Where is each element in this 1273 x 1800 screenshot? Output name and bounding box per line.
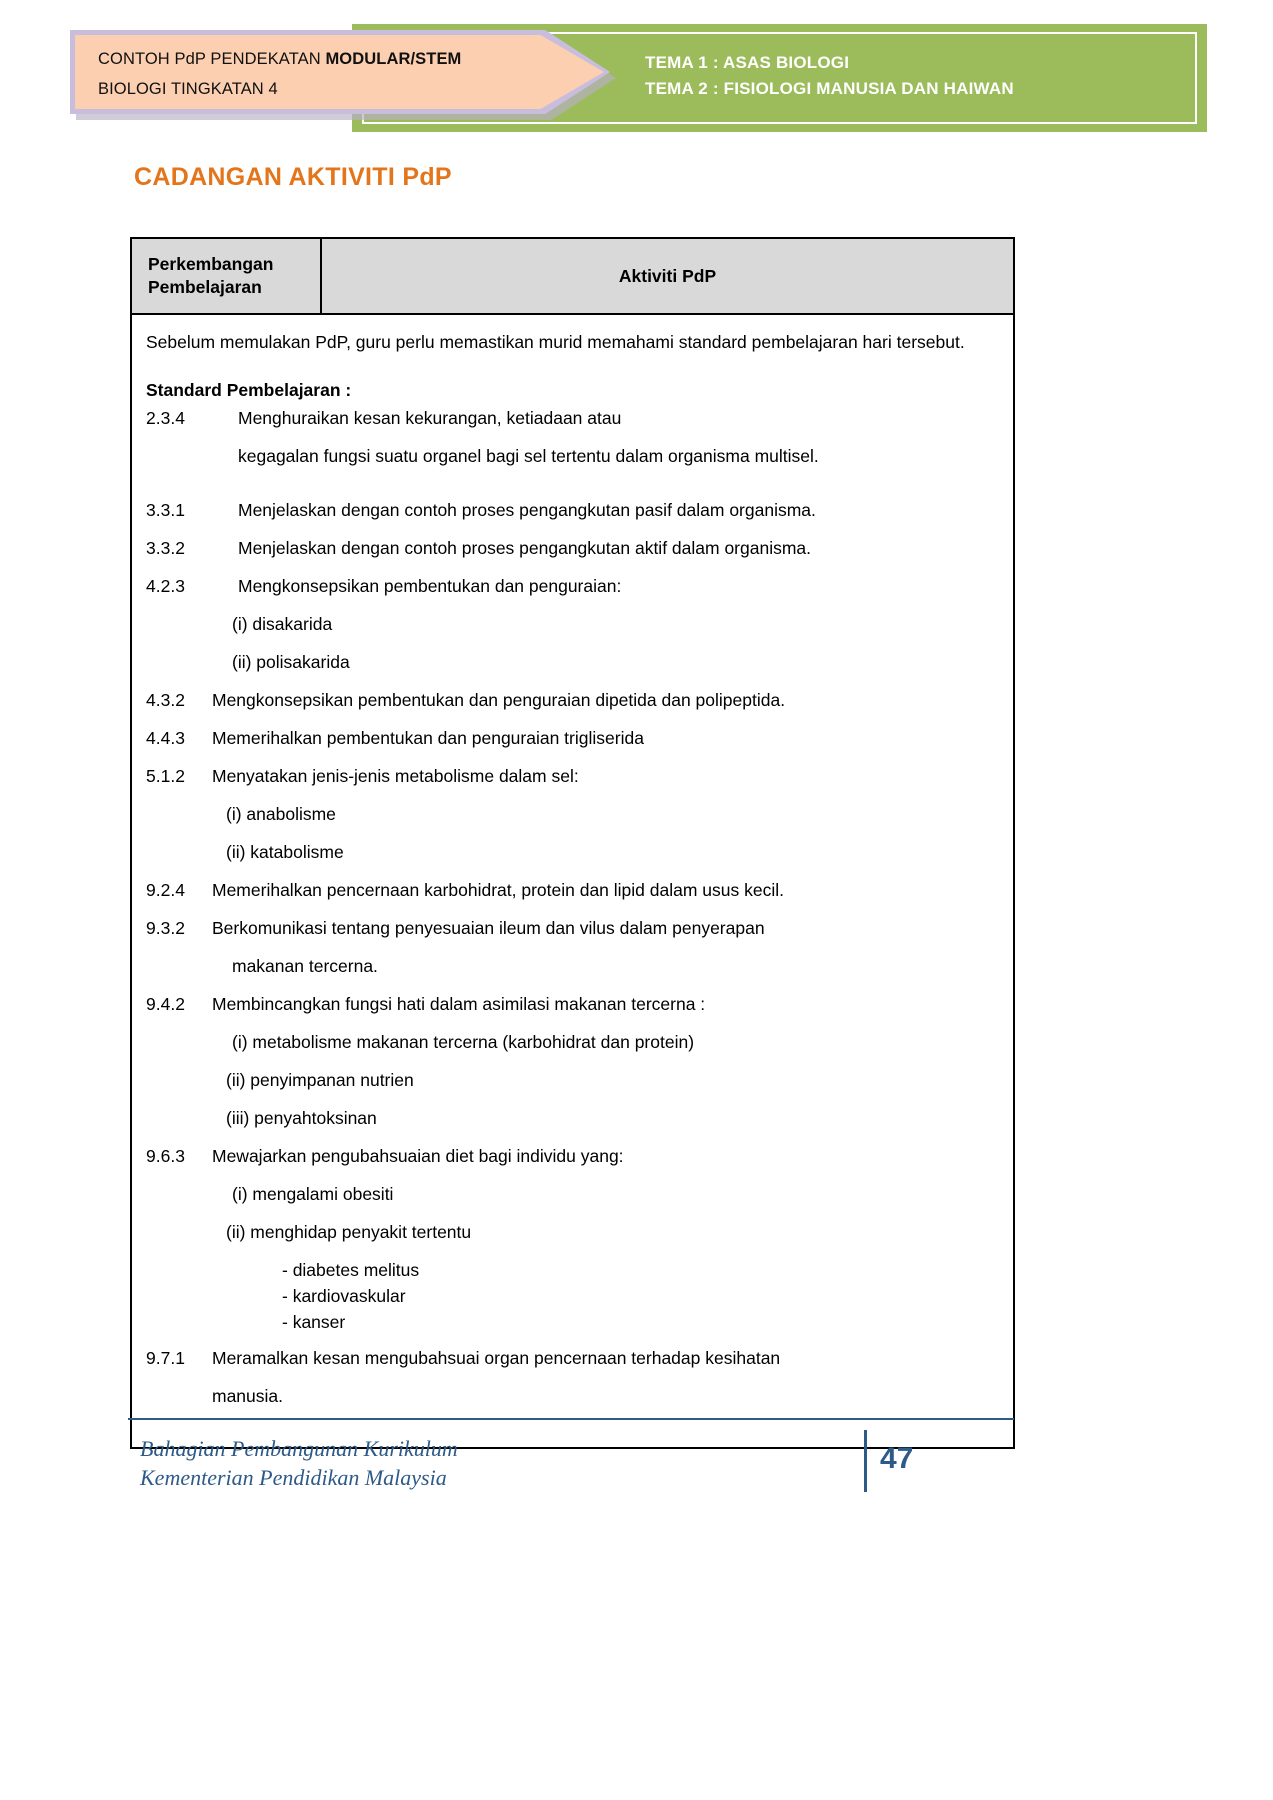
standard-subitem: (iii) penyahtoksinan [226, 1108, 377, 1128]
standard-text: Memerihalkan pembentukan dan penguraian trigliserida [212, 728, 644, 748]
standard-item [146, 991, 999, 1017]
standard-text: Menjelaskan dengan contoh proses pengangkutan aktif dalam organisma. [238, 538, 812, 558]
standard-item [146, 763, 999, 789]
footer-vertical-divider [864, 1430, 867, 1492]
disease-list-item: - diabetes melitus [282, 1260, 420, 1280]
standard-text: Mengkonsepsikan pembentukan dan penguraian dipetida dan polipeptida. [212, 690, 786, 710]
standard-subitem: (ii) menghidap penyakit tertentu [226, 1222, 472, 1242]
table-header-row [132, 239, 1013, 315]
footer-organisation-line1: Bahagian Pembangunan Kurikulum [140, 1436, 458, 1461]
banner-theme-label [645, 50, 1014, 102]
standard-code: 3.3.2 [146, 538, 185, 558]
page-number: 47 [880, 1442, 914, 1475]
standard-code: 9.3.2 [146, 918, 185, 938]
standard-item [146, 1345, 999, 1371]
table-header-aktiviti: Aktiviti PdP [618, 265, 717, 286]
standard-continuation: manusia. [212, 1386, 284, 1406]
footer-divider-rule [128, 1418, 1014, 1420]
standard-code: 4.3.2 [146, 690, 185, 710]
table-header-perkembangan: Perkembangan Pembelajaran [132, 239, 322, 313]
standard-continuation: kegagalan fungsi suatu organel bagi sel tertentu dalam organisma multisel. [238, 446, 819, 466]
standard-code: 3.3.1 [146, 500, 185, 520]
banner-theme-line2: TEMA 2 : FISIOLOGI MANUSIA DAN HAIWAN [645, 79, 1014, 98]
disease-list-item: - kanser [282, 1312, 346, 1332]
standards-heading: Standard Pembelajaran : [146, 380, 352, 400]
banner-arrow-label-line1 [98, 44, 568, 74]
banner-theme-line1: TEMA 1 : ASAS BIOLOGI [645, 53, 850, 72]
standard-code: 2.3.4 [146, 408, 185, 428]
standard-text: Berkomunikasi tentang penyesuaian ileum dan vilus dalam penyerapan [212, 918, 765, 938]
intro-paragraph: Sebelum memulakan PdP, guru perlu memastikan murid memahami standard pembelajaran hari tersebut. [146, 332, 965, 352]
standard-code: 4.2.3 [146, 576, 185, 596]
spacer [146, 481, 999, 497]
standard-text: Menjelaskan dengan contoh proses pengangkutan pasif dalam organisma. [238, 500, 816, 520]
standard-subitem: (i) disakarida [232, 614, 333, 634]
standard-code: 9.2.4 [146, 880, 185, 900]
standard-text: Menghuraikan kesan kekurangan, ketiadaan atau [238, 408, 622, 428]
standard-text: Memerihalkan pencernaan karbohidrat, protein dan lipid dalam usus kecil. [212, 880, 784, 900]
standard-subitem: (ii) penyimpanan nutrien [226, 1070, 414, 1090]
standard-subitem: (ii) polisakarida [232, 652, 350, 672]
spacer [146, 362, 999, 378]
banner-arrow-label-line1-bold: MODULAR/STEM [325, 50, 462, 68]
standard-item [146, 687, 999, 713]
standard-subitem: (i) anabolisme [226, 804, 336, 824]
footer-organisation-line2: Kementerian Pendidikan Malaysia [140, 1465, 447, 1490]
standard-code: 4.4.3 [146, 728, 185, 748]
banner-arrow-label-line1-plain: CONTOH PdP PENDEKATAN [98, 50, 326, 68]
banner-arrow-label [98, 44, 568, 104]
page-footer [140, 1428, 1020, 1498]
standard-item [146, 725, 999, 751]
standard-code: 9.6.3 [146, 1146, 185, 1166]
standard-subitem: (i) metabolisme makanan tercerna (karbohidrat dan protein) [232, 1032, 695, 1052]
standard-continuation: makanan tercerna. [232, 956, 378, 976]
standard-item [146, 405, 999, 431]
standard-item [146, 535, 999, 561]
standard-code: 9.4.2 [146, 994, 185, 1014]
standard-text: Mengkonsepsikan pembentukan dan penguraian: [238, 576, 622, 596]
standard-item [146, 573, 999, 599]
standard-subitem: (i) mengalami obesiti [232, 1184, 394, 1204]
header-banner [0, 0, 1273, 148]
standard-text: Membincangkan fungsi hati dalam asimilasi makanan tercerna : [212, 994, 706, 1014]
standard-subitem: (ii) katabolisme [226, 842, 344, 862]
standard-item [146, 497, 999, 523]
standard-text: Mewajarkan pengubahsuaian diet bagi individu yang: [212, 1146, 624, 1166]
table-body-cell [132, 315, 1013, 1447]
standard-item [146, 1143, 999, 1169]
standard-item [146, 877, 999, 903]
standard-item [146, 915, 999, 941]
disease-list [146, 1257, 999, 1335]
standard-code: 9.7.1 [146, 1348, 185, 1368]
standard-text: Meramalkan kesan mengubahsuai organ pencernaan terhadap kesihatan [212, 1348, 781, 1368]
disease-list-item: - kardiovaskular [282, 1286, 406, 1306]
standard-text: Menyatakan jenis-jenis metabolisme dalam sel: [212, 766, 579, 786]
standard-code: 5.1.2 [146, 766, 185, 786]
footer-organisation [140, 1434, 458, 1492]
banner-arrow-label-line2: BIOLOGI TINGKATAN 4 [98, 80, 278, 98]
page-title: CADANGAN AKTIVITI PdP [134, 163, 452, 191]
activities-table [130, 237, 1015, 1449]
